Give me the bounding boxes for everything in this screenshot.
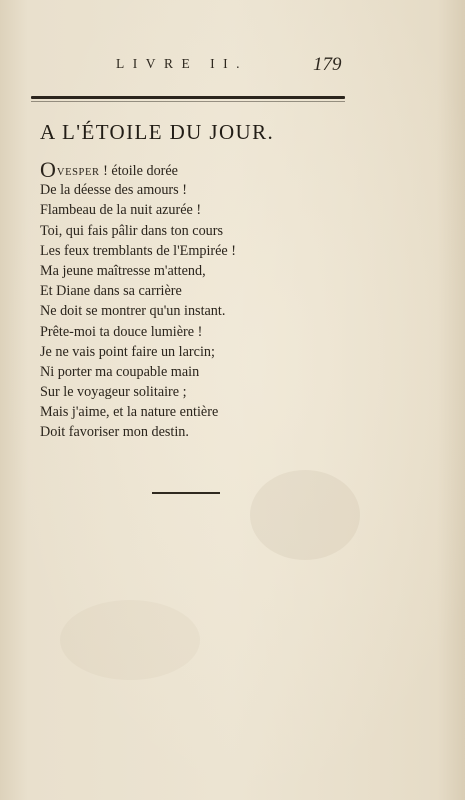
running-title: LIVRE II. — [116, 56, 248, 71]
poem-line: Mais j'aime, et la nature entière — [40, 404, 219, 421]
poem-title: A L'ÉTOILE DU JOUR. — [40, 120, 275, 144]
header-rule-thin — [31, 101, 345, 102]
end-rule — [152, 492, 220, 494]
poem-line: Ne doit se montrer qu'un instant. — [40, 303, 226, 320]
poem-line: Ni porter ma coupable main — [40, 363, 200, 380]
poem-line-first — [40, 157, 370, 182]
first-line-rest: ! étoile dorée — [99, 163, 178, 179]
poem-line: Prête-moi ta douce lumière ! — [40, 323, 203, 340]
running-head — [0, 54, 465, 78]
paper-stain — [60, 600, 200, 680]
poem-line: Doit favoriser mon destin. — [40, 424, 189, 441]
poem-line: Flambeau de la nuit azurée ! — [40, 202, 202, 219]
paper-stain — [250, 470, 360, 560]
header-rule — [31, 96, 345, 99]
poem-line: Sur le voyageur solitaire ; — [40, 384, 187, 401]
small-caps-word: VESPER — [56, 167, 100, 178]
poem-line: Ma jeune maîtresse m'attend, — [40, 262, 206, 279]
poem-body — [40, 157, 370, 443]
poem-line: Toi, qui fais pâlir dans ton cours — [40, 222, 224, 239]
poem-line: Les feux tremblants de l'Empirée ! — [40, 242, 236, 259]
page-number: 179 — [313, 54, 342, 75]
poem-line: Je ne vais point faire un larcin; — [40, 343, 215, 360]
poem-line: Et Diane dans sa carrière — [40, 283, 182, 300]
poem-line: De la déesse des amours ! — [40, 182, 187, 199]
drop-cap: O — [40, 157, 56, 182]
